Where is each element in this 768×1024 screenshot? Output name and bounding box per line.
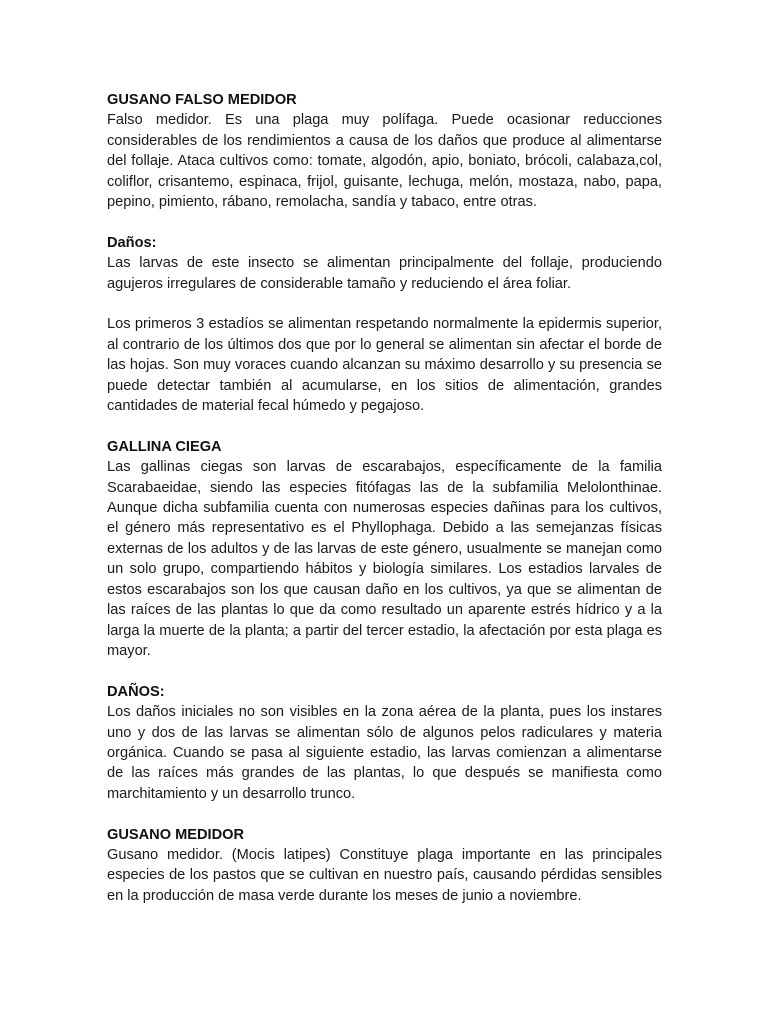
section-paragraph: Las larvas de este insecto se alimentan principalmente del follaje, produciendo agujeros irregulares de considerable tamaño y reduciendo el área foliar. [107, 255, 662, 292]
section-paragraph: Gusano medidor. (Mocis latipes) Constituye plaga importante en las principales especies de los pastos que se cultivan en nuestro país, causando pérdidas sensibles en la producción de masa verde durante los meses de junio a noviembre. [107, 846, 662, 904]
section-gusano-medidor [107, 825, 662, 907]
section-gusano-falso-medidor [107, 90, 662, 212]
section-paragraph: Falso medidor. Es una plaga muy polífaga. Puede ocasionar reducciones considerables de los rendimientos a causa de los daños que produce al alimentarse del follaje. Ataca cultivos como: tomate, algodón, apio, boniato, brócoli, calabaza,col, coliflor, crisantemo, espinaca, frijol, guisante, lechuga, melón, mostaza, nabo, papa, pepino, pimiento, rábano, remolacha, sandía y tabaco, entre otras. [107, 112, 662, 211]
section-heading: GUSANO MEDIDOR [107, 826, 245, 843]
section-danos-falso-medidor [107, 233, 662, 417]
section-paragraph: Los primeros 3 estadíos se alimentan respetando normalmente la epidermis superior, al contrario de los últimos dos que por lo general se alimentan sin afectar el borde de las hojas. Son muy voraces cuando alcanzan su máximo desarrollo y su presencia se puede detectar también al acumularse, en los sitios de alimentación, grandes cantidades de material fecal húmedo y pegajoso. [107, 316, 662, 415]
section-paragraph: Los daños iniciales no son visibles en la zona aérea de la planta, pues los instares uno y dos de las larvas se alimentan sólo de algunos pelos radiculares y materia orgánica. Cuando se pasa al siguiente estadio, las larvas comienzan a alimentarse de las raíces más grandes de las plantas, lo que después se manifiesta como marchitamiento y un desarrollo trunco. [107, 704, 662, 802]
section-heading: DAÑOS: [107, 683, 165, 700]
section-heading: GALLINA CIEGA [107, 438, 222, 455]
section-gallina-ciega [107, 437, 662, 661]
section-heading: Daños: [107, 234, 157, 251]
section-danos-gallina-ciega [107, 682, 662, 804]
section-heading: GUSANO FALSO MEDIDOR [107, 92, 297, 108]
section-paragraph: Las gallinas ciegas son larvas de escarabajos, específicamente de la familia Scarabaeidae, siendo las especies fitófagas las de la subfamilia Melolonthinae. Aunque dicha subfamilia cuenta con numerosas especies dañinas para los cultivos, el género más representativo es el Phyllophaga. Debido a las semejanzas físicas externas de los adultos y de las larvas de este género, usualmente se manejan como un solo grupo, compartiendo hábitos y biología similares. Los estadios larvales de estos escarabajos son los que causan daño en los cultivos, ya que se alimentan de las raíces de las plantas lo que da como resultado un aparente estrés hídrico y a la larga la muerte de la planta; a partir del tercer estadio, la afectación por esta plaga es mayor. [107, 459, 662, 659]
document-body [107, 90, 662, 927]
